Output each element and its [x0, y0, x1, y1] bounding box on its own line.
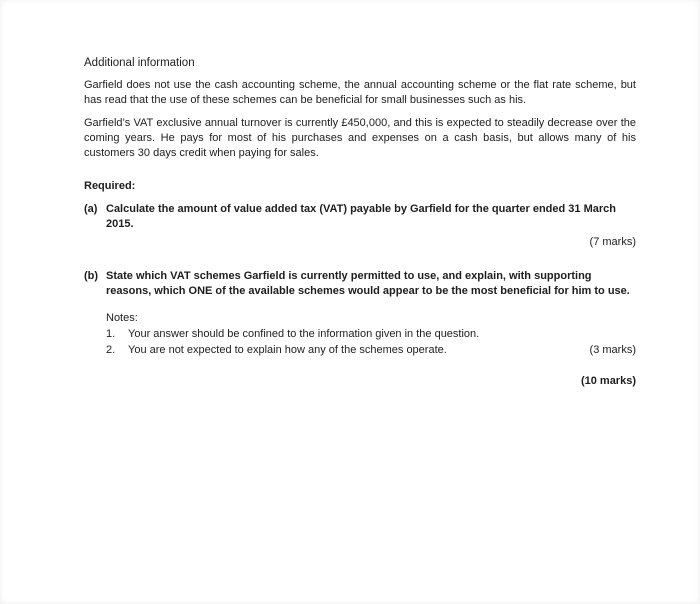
note-number: 2. — [106, 344, 116, 356]
question-b — [84, 269, 636, 358]
section-heading: Additional information — [84, 57, 195, 69]
total-marks: (10 marks) — [580, 375, 636, 387]
question-b-marks: (3 marks) — [589, 344, 636, 356]
question-b-text: State which VAT schemes Garfield is currently permitted to use, and explain, with supporting reasons, which ONE of the available schemes would appear to be the most beneficial for him to use. — [106, 270, 630, 297]
notes-title: Notes: — [106, 312, 138, 324]
note-item — [106, 327, 636, 342]
required-label: Required: — [84, 180, 136, 192]
question-b-letter: (b) — [84, 270, 99, 282]
paragraph-schemes: Garfield does not use the cash accounting scheme, the annual accounting scheme or the flat rate scheme, but has read that the use of these schemes can be beneficial for small businesses such as his. — [84, 79, 636, 106]
note-text: Your answer should be confined to the information given in the question. — [128, 328, 480, 340]
document-body — [84, 56, 636, 389]
question-a-text: Calculate the amount of value added tax (VAT) payable by Garfield for the quarter ended 31 March 2015. — [106, 203, 616, 230]
question-a — [84, 202, 636, 250]
notes-block — [106, 311, 636, 358]
question-a-letter: (a) — [84, 203, 98, 215]
note-text: You are not expected to explain how any of the schemes operate. — [128, 344, 447, 356]
note-number: 1. — [106, 328, 116, 340]
note-item — [106, 343, 636, 358]
paragraph-turnover: Garfield’s VAT exclusive annual turnover is currently £450,000, and this is expected to steadily decrease over the coming years. He pays for most of his purchases and expenses on a cash basis, but allows many of his customers 30 days credit when paying for sales. — [84, 117, 636, 159]
question-a-marks: (7 marks) — [589, 236, 636, 248]
